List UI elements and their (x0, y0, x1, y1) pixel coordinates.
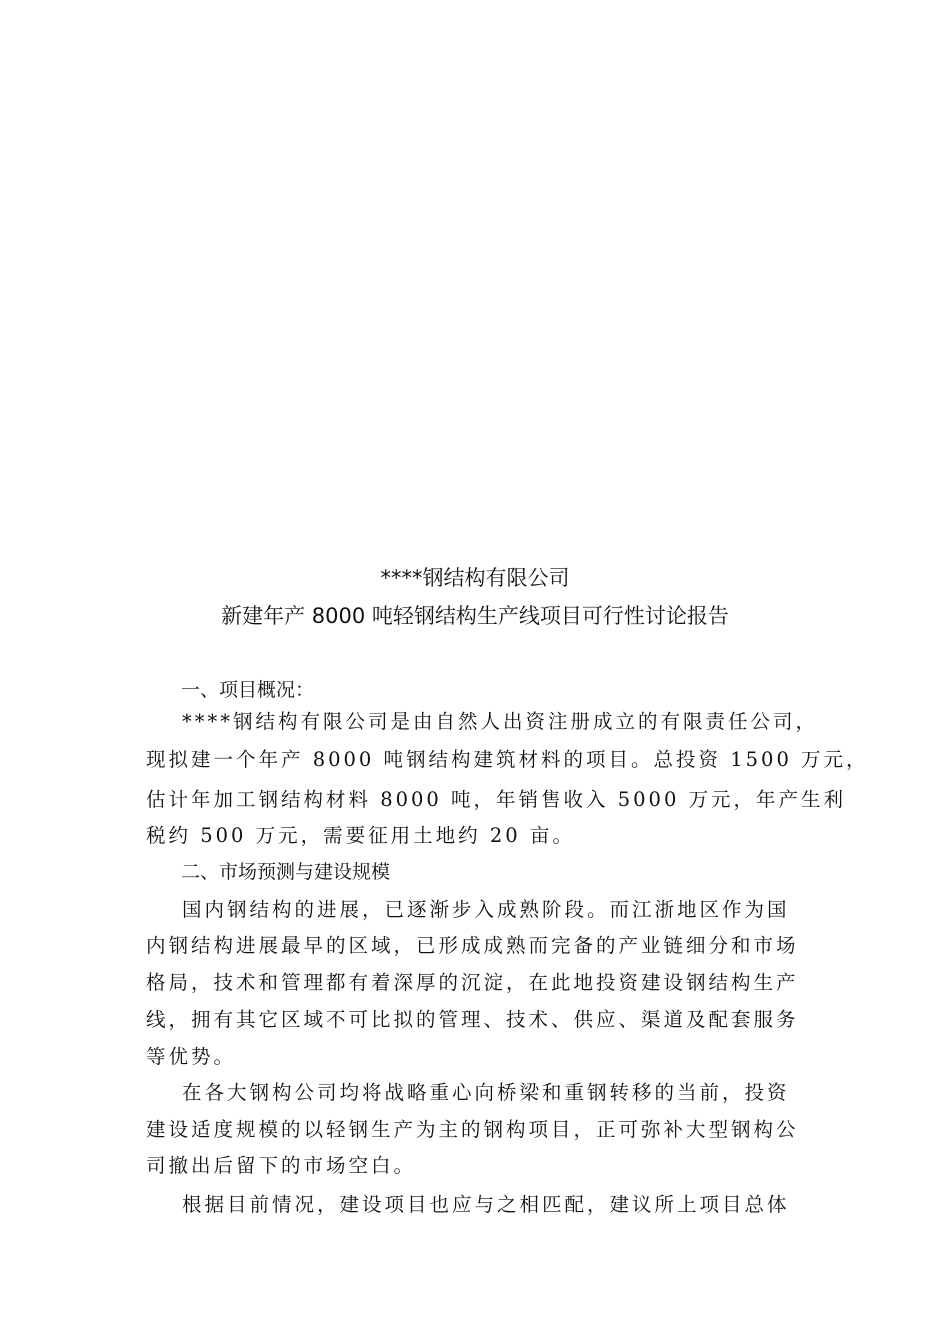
section-2-para-1-line: 线，拥有其它区域不可比拟的管理、技术、供应、渠道及配套服务 (146, 1008, 799, 1031)
section-2-para-2-line: 司撤出后留下的市场空白。 (146, 1154, 417, 1177)
section-1-line: 估计年加工钢结构材料 8000 吨，年销售收入 5000 万元，年产生利 (146, 788, 847, 811)
section-1-line: ****钢结构有限公司是由自然人出资注册成立的有限责任公司， (182, 710, 819, 733)
section-1-heading: 一、项目概况： (181, 679, 315, 701)
section-2-para-2-line: 在各大钢构公司均将战略重心向桥梁和重钢转移的当前，投资 (182, 1081, 790, 1104)
section-2-para-1-line: 格局，技术和管理都有着深厚的沉淀，在此地投资建设钢结构生产 (146, 971, 799, 994)
document-title-line-2: 新建年产 8000 吨轻钢结构生产线项目可行性讨论报告 (221, 604, 729, 628)
section-1-line: 现拟建一个年产 8000 吨钢结构建筑材料的项目。总投资 1500 万元， (146, 748, 869, 771)
section-2-para-1-line: 内钢结构进展最早的区域，已形成成熟而完备的产业链细分和市场 (146, 934, 799, 957)
section-1-line: 税约 500 万元，需要征用土地约 20 亩。 (146, 824, 575, 847)
section-2-para-1-line: 国内钢结构的进展，已逐渐步入成熟阶段。而江浙地区作为国 (182, 898, 790, 921)
section-2-para-3-line: 根据目前情况，建设项目也应与之相匹配，建议所上项目总体 (182, 1193, 790, 1216)
section-2-para-2-line: 建设适度规模的以轻钢生产为主的钢构项目，正可弥补大型钢构公 (146, 1118, 799, 1141)
section-2-heading: 二、市场预测与建设规模 (181, 861, 391, 883)
section-2-para-1-line: 等优势。 (146, 1045, 237, 1068)
document-title-line-1: ****钢结构有限公司 (380, 566, 570, 590)
